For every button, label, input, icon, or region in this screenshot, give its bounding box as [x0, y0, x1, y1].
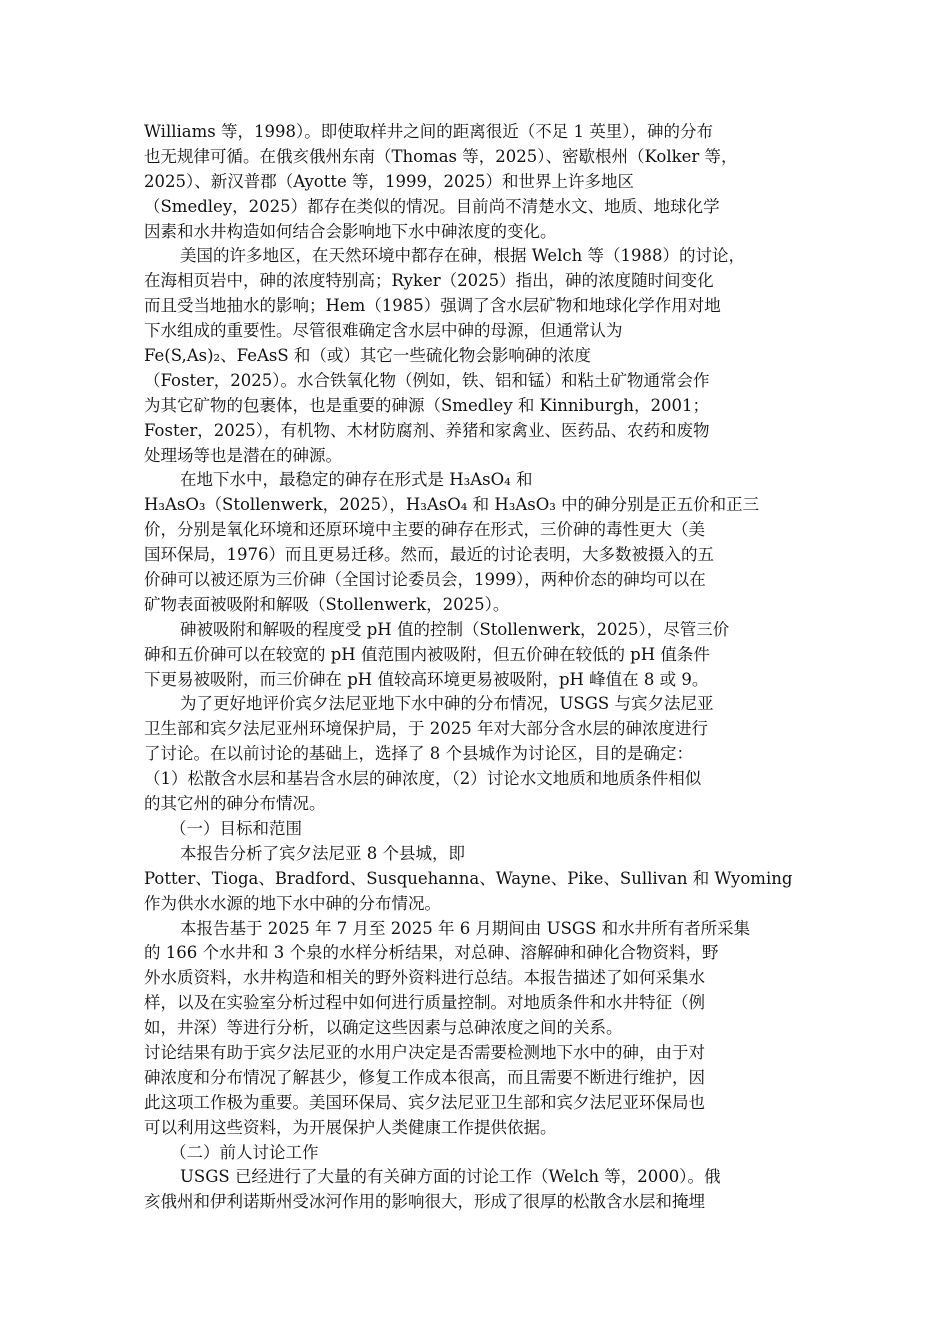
text-line: 砷浓度和分布情况了解甚少，修复工作成本很高，而且需要不断进行维护，因 [144, 1067, 705, 1087]
paragraph-start: 本报告分析了宾夕法尼亚 8 个县城，即 [180, 843, 465, 863]
text-line: Foster，2025），有机物、木材防腐剂、养猪和家禽业、医药品、农药和废物 [144, 420, 710, 440]
paragraph-start: 在地下水中，最稳定的砷存在形式是 H₃AsO₄ 和 [180, 470, 533, 490]
text-line: Fe(S,As)₂、FeAsS 和（或）其它一些硫化物会影响砷的浓度 [144, 346, 591, 366]
text-line: 也无规律可循。在俄亥俄州东南（Thomas 等，2025）、密歇根州（Kolker 等， [144, 146, 738, 166]
paragraph-start: 砷被吸附和解吸的程度受 pH 值的控制（Stollenwerk，2025），尽管三价 [180, 619, 730, 639]
paragraph-start: 为了更好地评价宾夕法尼亚地下水中砷的分布情况，USGS 与宾夕法尼亚 [180, 694, 714, 714]
text-line: 卫生部和宾夕法尼亚州环境保护局，于 2025 年对大部分含水层的砷浓度进行 [144, 719, 708, 739]
text-line: 亥俄州和伊利诺斯州受冰河作用的影响很大，形成了很厚的松散含水层和掩埋 [144, 1192, 705, 1212]
text-line: 的 166 个水井和 3 个泉的水样分析结果，对总砷、溶解砷和砷化合物资料，野 [144, 943, 719, 963]
text-line: 此这项工作极为重要。美国环保局、宾夕法尼亚卫生部和宾夕法尼亚环保局也 [144, 1092, 705, 1112]
text-line: 价，分别是氧化环境和还原环境中主要的砷存在形式，三价砷的毒性更大（美 [144, 520, 705, 540]
text-line: 作为供水水源的地下水中砷的分布情况。 [144, 893, 441, 913]
paragraph-start: 本报告基于 2025 年 7 月至 2025 年 6 月期间由 USGS 和水井所有者所采集 [180, 918, 751, 938]
text-line: 如，井深）等进行分析，以确定这些因素与总砷浓度之间的关系。 [144, 1018, 623, 1038]
text-line: 样，以及在实验室分析过程中如何进行质量控制。对地质条件和水井特征（例 [144, 993, 705, 1013]
text-line: Potter、Tioga、Bradford、Susquehanna、Wayne、Pike、Sullivan 和 Wyoming [144, 868, 793, 888]
text-line: 价砷可以被还原为三价砷（全国讨论委员会，1999），两种价态的砷均可以在 [144, 570, 706, 590]
section-heading-objectives: （一）目标和范围 [170, 818, 302, 838]
text-line: 因素和水井构造如何结合会影响地下水中砷浓度的变化。 [144, 221, 557, 241]
text-line: 在海相页岩中，砷的浓度特别高；Ryker（2025）指出，砷的浓度随时间变化 [144, 271, 714, 291]
text-line: 外水质资料，水井构造和相关的野外资料进行总结。本报告描述了如何采集水 [144, 968, 705, 988]
text-line: H₃AsO₃（Stollenwerk，2025），H₃AsO₄ 和 H₃AsO₃ 中的砷分别是正五价和正三 [144, 495, 760, 515]
document-page [144, 120, 809, 1215]
text-line: （Smedley，2025）都存在类似的情况。目前尚不清楚水文、地质、地球化学 [144, 196, 720, 216]
text-line: 为其它矿物的包裹体，也是重要的砷源（Smedley 和 Kinniburgh，2001； [144, 395, 710, 415]
text-line: 国环保局，1976）而且更易迁移。然而，最近的讨论表明，大多数被摄入的五 [144, 545, 714, 565]
paragraph-start: USGS 已经进行了大量的有关砷方面的讨论工作（Welch 等，2000）。俄 [180, 1167, 721, 1187]
text-line: 处理场等也是潜在的砷源。 [144, 445, 342, 465]
text-line: 了讨论。在以前讨论的基础上，选择了 8 个县城作为讨论区，目的是确定： [144, 744, 693, 764]
text-line: Williams 等，1998）。即使取样井之间的距离很近（不足 1 英里），砷的分布 [144, 122, 713, 141]
text-line: 矿物表面被吸附和解吸（Stollenwerk，2025）。 [144, 594, 510, 614]
text-line: 而且受当地抽水的影响；Hem（1985）强调了含水层矿物和地球化学作用对地 [144, 296, 721, 316]
text-line: 可以利用这些资料，为开展保护人类健康工作提供依据。 [144, 1117, 557, 1137]
text-line: 砷和五价砷可以在较宽的 pH 值范围内被吸附，但五价砷在较低的 pH 值条件 [144, 644, 710, 664]
text-line: 2025）、新汉普郡（Ayotte 等，1999，2025）和世界上许多地区 [144, 171, 634, 191]
text-line: （Foster，2025）。水合铁氧化物（例如，铁、铝和锰）和粘土矿物通常会作 [144, 370, 710, 390]
text-line: （1）松散含水层和基岩含水层的砷浓度，（2）讨论水文地质和地质条件相似 [144, 769, 702, 789]
text-line: 讨论结果有助于宾夕法尼亚的水用户决定是否需要检测地下水中的砷，由于对 [144, 1042, 705, 1062]
section-heading-previous-work: （二）前人讨论工作 [170, 1142, 319, 1162]
text-line: 下水组成的重要性。尽管很难确定含水层中砷的母源，但通常认为 [144, 321, 623, 341]
text-line: 下更易被吸附，而三价砷在 pH 值较高环境更易被吸附，pH 峰值在 8 或 9。 [144, 669, 709, 689]
paragraph-start: 美国的许多地区，在天然环境中都存在砷，根据 Welch 等（1988）的讨论， [180, 246, 746, 266]
text-line: 的其它州的砷分布情况。 [144, 794, 326, 814]
